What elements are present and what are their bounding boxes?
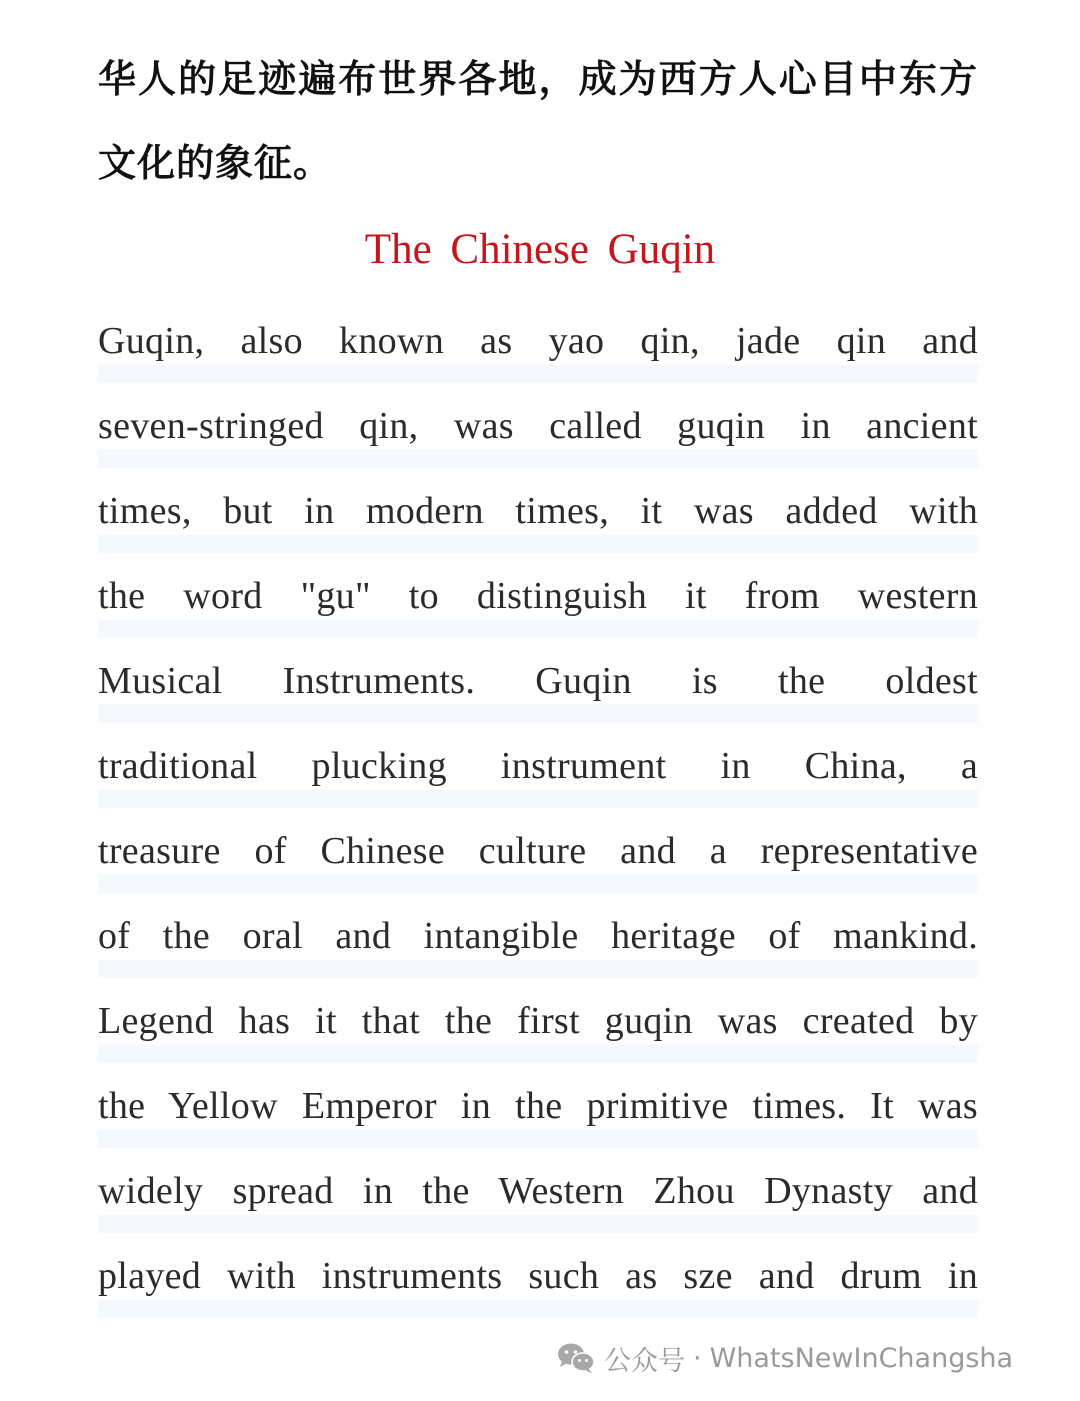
article-paragraph (98, 298, 978, 1318)
paragraph-line: widely spread in the Western Zhou Dynasty and (98, 1148, 978, 1233)
paragraph-line: Legend has it that the first guqin was created by (98, 978, 978, 1063)
paragraph-line: of the oral and intangible heritage of mankind. (98, 893, 978, 978)
article-title: The Chinese Guqin (364, 226, 716, 273)
paragraph-line: the word "gu" to distinguish it from western (98, 553, 978, 638)
watermark (556, 1336, 1013, 1380)
wechat-icon (556, 1341, 596, 1375)
paragraph-line: Guqin, also known as yao qin, jade qin and (98, 298, 978, 383)
intro-line-1: 华人的足迹遍布世界各地，成为西方人心目中东方 (98, 57, 978, 101)
paragraph-line: times, but in modern times, it was added with (98, 468, 978, 553)
paragraph-line: Musical Instruments. Guqin is the oldest (98, 638, 978, 723)
paragraph-line: seven-stringed qin, was called guqin in ancient (98, 383, 978, 468)
watermark-platform: 公众号 (604, 1345, 685, 1377)
paragraph-line: traditional plucking instrument in China, a (98, 723, 978, 808)
watermark-separator: · (693, 1342, 702, 1374)
paragraph-line: played with instruments such as sze and drum in (98, 1233, 978, 1318)
intro-line-2: 文化的象征。 (98, 141, 333, 185)
paragraph-line: treasure of Chinese culture and a representative (98, 808, 978, 893)
paragraph-line: the Yellow Emperor in the primitive times. It was (98, 1063, 978, 1148)
watermark-account: WhatsNewInChangsha (709, 1342, 1014, 1374)
